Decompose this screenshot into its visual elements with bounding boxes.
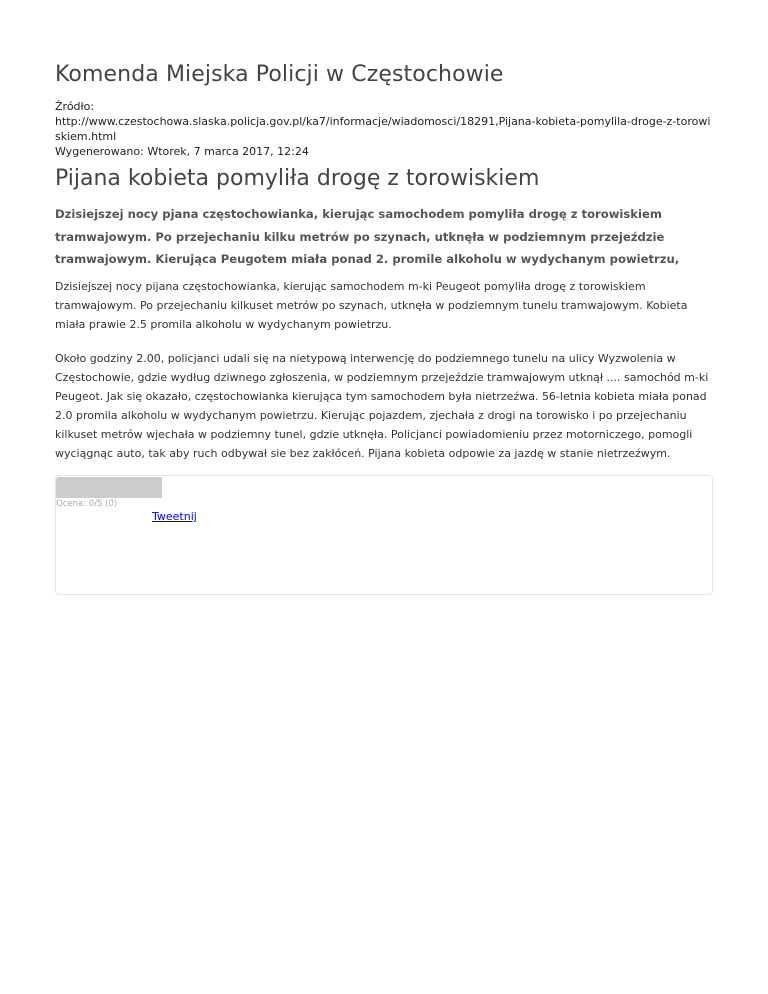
tweet-link[interactable]: Tweetnij [152, 510, 197, 523]
rating-stars-bar[interactable] [56, 477, 162, 498]
site-title: Komenda Miejska Policji w Częstochowie [55, 62, 504, 87]
article-paragraph: Około godziny 2.00, policjanci udali się na nietypową interwencję do podziemnego tunelu na ulicy Wyzwolenia w Częstochowie, gdzie wydług dziwnego zgłoszenia, w podziemnym przejeździe tramwajowym utknął .... samochód m-ki Peugeot. Jak się okazało, częstochowianka kierująca tym samochodem była nietrzeźwa. 56-letnia kobieta miała ponad 2.0 promila alkoholu w wydychanym powietrzu. Kierując pojazdem, zjechała z drogi na torowisko i po przejechaniu kilkuset metrów wjechała w podziemny tunel, gdzie utknęła. Policjanci powiadomieniu przez motorniczego, pomogli wyciągnąc auto, tak aby ruch odbywał sie bez zakłóceń. Pijana kobieta odpowie za jazdę w stanie nietrzeźwym. [55, 352, 709, 460]
article-paragraph: Dzisiejszej nocy pijana częstochowianka, kierując samochodem m-ki Peugeot pomyliła drogę z torowiskiem tramwajowym. Po przejechaniu kilkuset metrów po szynach, utknęła w podziemnym tunelu tramwajowym. Kobieta miała prawie 2.5 promila alkoholu w wydychanym powietrzu. [55, 280, 688, 331]
source-label: Źródło: [55, 100, 95, 113]
article-lead: Dzisiejszej nocy pjana częstochowianka, kierując samochodem pomyliła drogę z torowiskiem tramwajowym. Po przejechaniu kilku metrów po szynach, utknęła w podziemnym przejeździe tramwajowym. Kierująca Peugotem miała ponad 2. promile alkoholu w wydychanym powietrzu, [55, 207, 680, 266]
generated-timestamp: Wygenerowano: Wtorek, 7 marca 2017, 12:24 [55, 145, 309, 158]
rating-label: Ocena: 0/5 (0) [56, 499, 118, 509]
article-body [55, 277, 717, 478]
article-title: Pijana kobieta pomyliła drogę z torowiskiem [55, 166, 540, 191]
rating-share-box [55, 475, 713, 595]
source-url: http://www.czestochowa.slaska.policja.gov.pl/ka7/informacje/wiadomosci/18291,Pijana-kobieta-pomylila-droge-z-torowiskiem.html [55, 115, 711, 143]
document-meta [55, 99, 715, 159]
